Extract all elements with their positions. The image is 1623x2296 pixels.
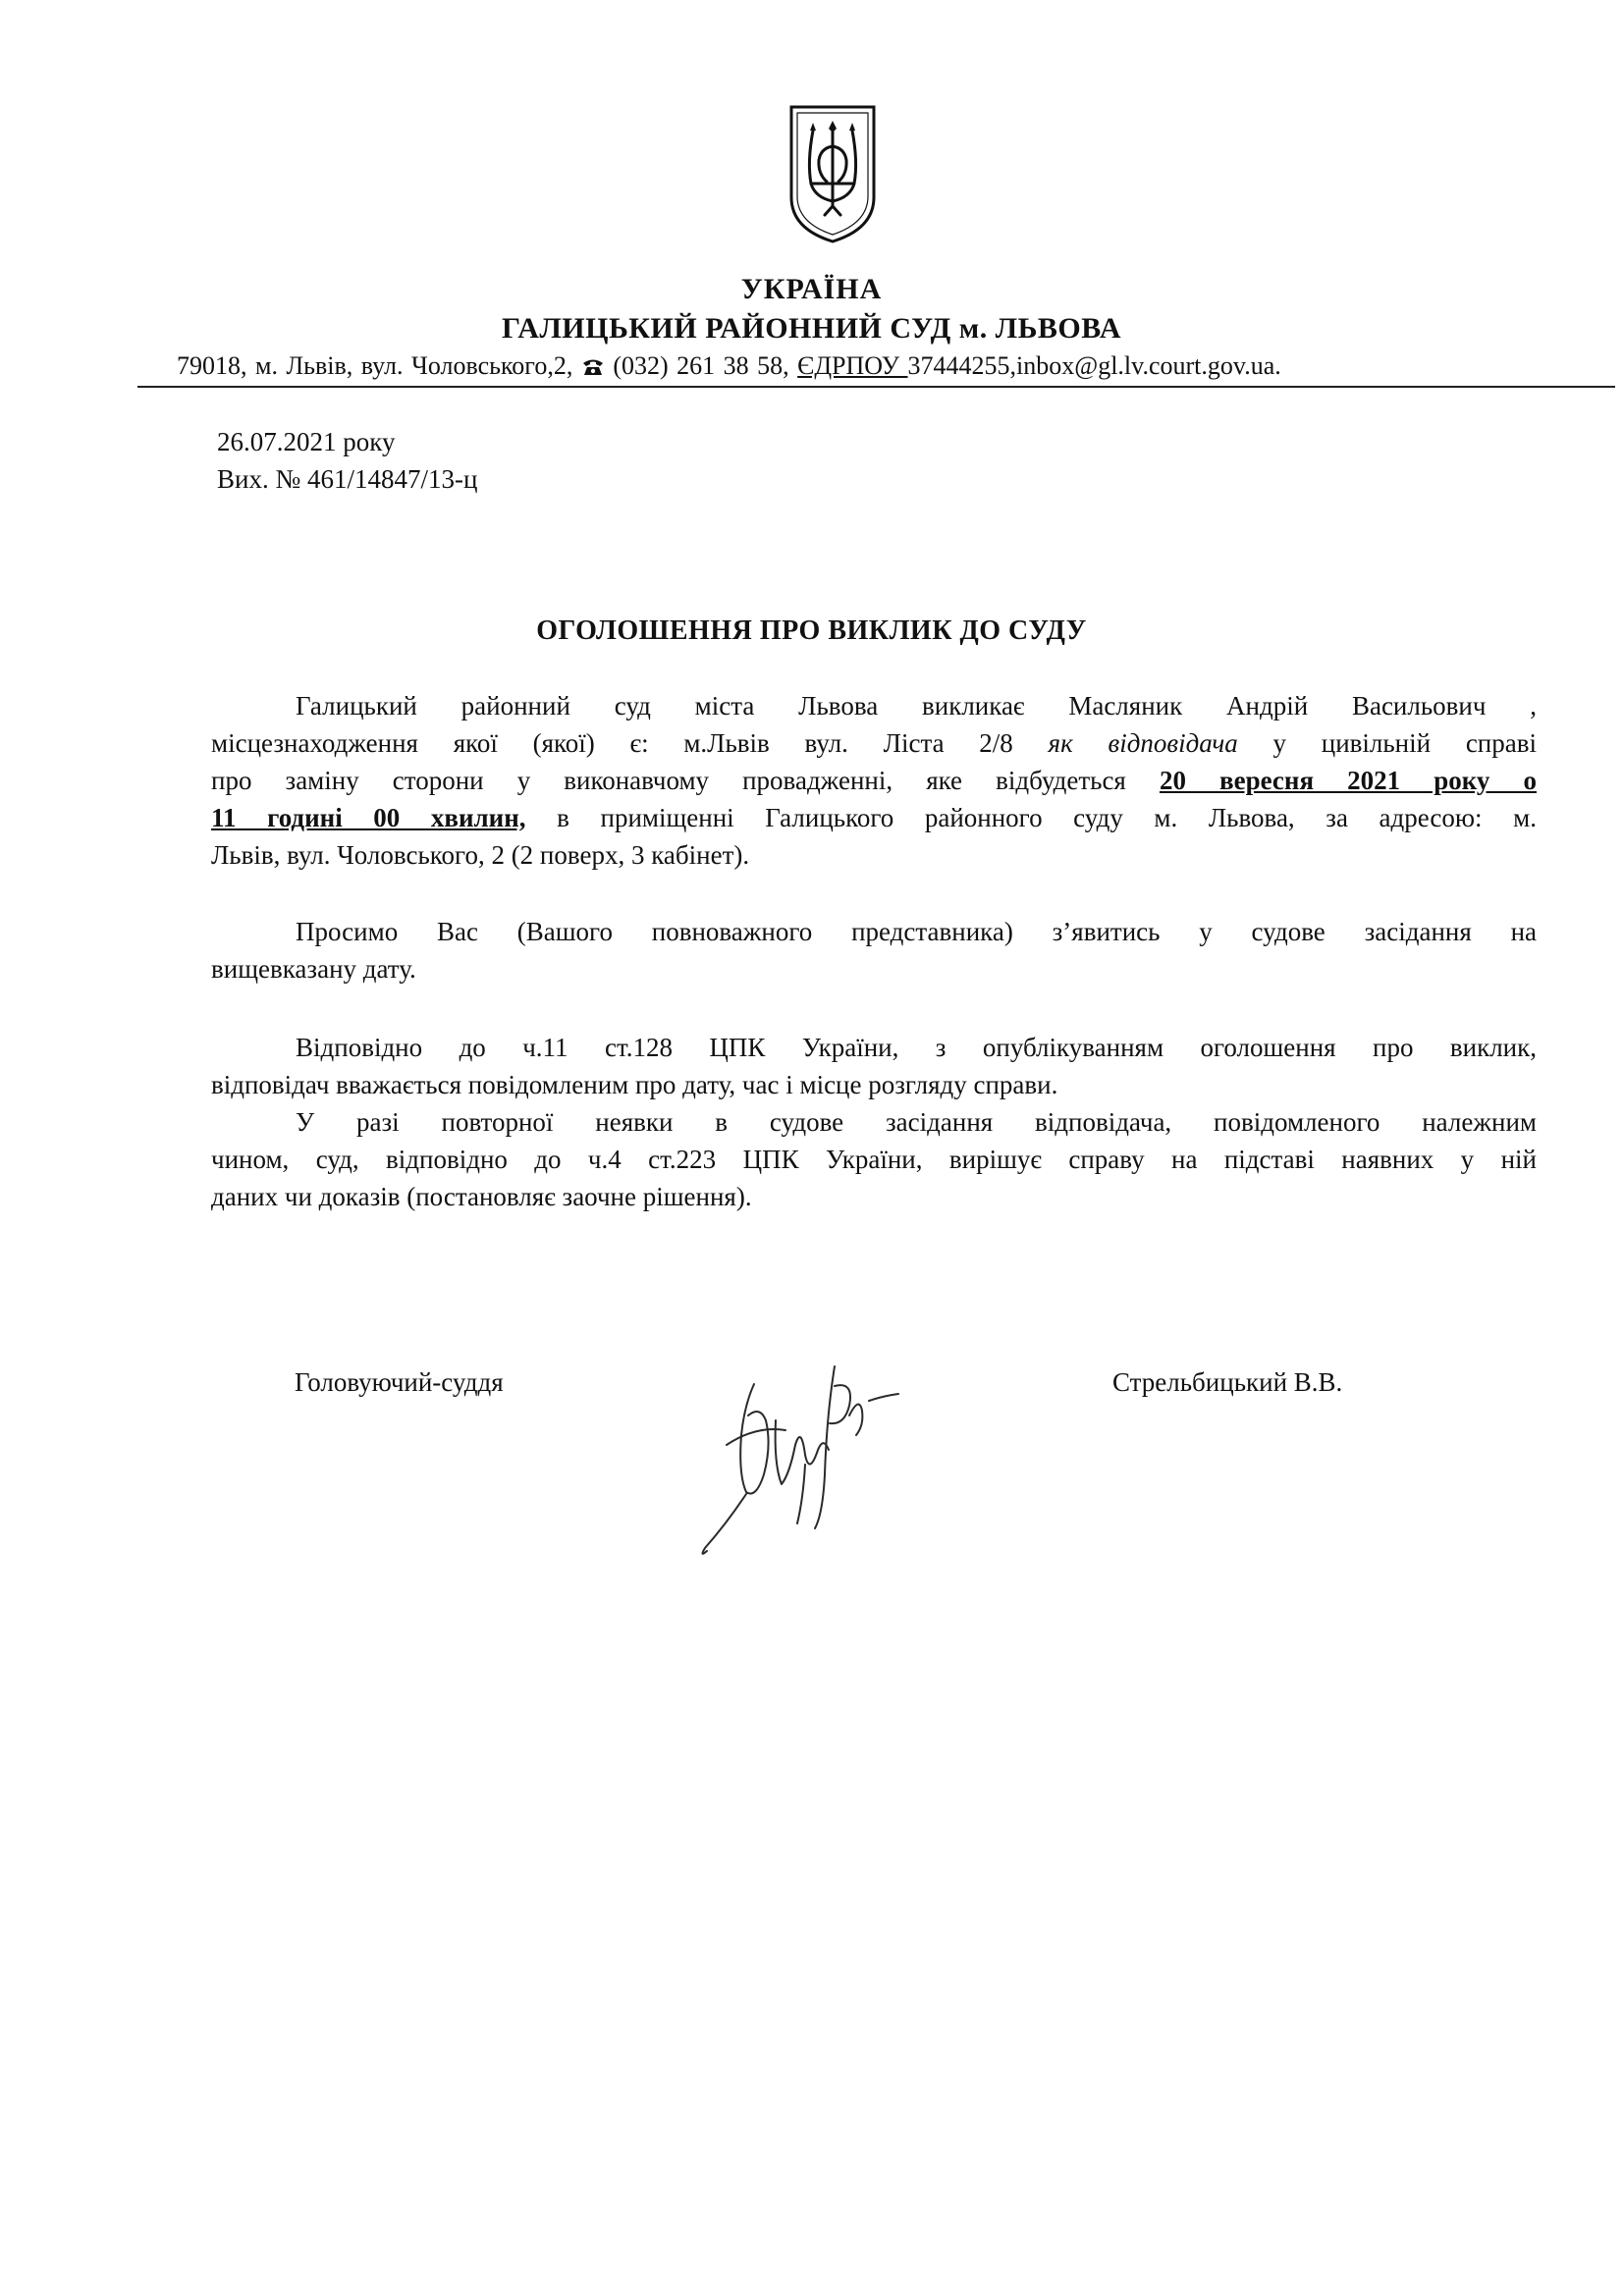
- paragraph-line: Львів, вул. Чоловського, 2 (2 поверх, 3 кабінет).: [211, 840, 750, 870]
- paragraph-line: У разі повторної неявки в судове засідання відповідача, повідомленого належним: [296, 1107, 1537, 1137]
- paragraph-line: чином, суд, відповідно до ч.4 ст.223 ЦПК України, вирішує справу на підставі наявних у ній: [211, 1145, 1537, 1174]
- paragraph-line: вищевказану дату.: [211, 954, 416, 984]
- paragraph-notice-law: [211, 1029, 1537, 1103]
- paragraph-line: відповідач вважається повідомленим про дату, час і місце розгляду справи.: [211, 1070, 1058, 1099]
- paragraph-line: Просимо Вас (Вашого повноважного представника) з’явитись у судове засідання на: [296, 917, 1537, 946]
- hearing-date: 20 вересня 2021 року о: [1159, 766, 1537, 795]
- text-run: у цивільній справі: [1237, 728, 1537, 758]
- header-court-name: ГАЛИЦЬКИЙ РАЙОННИЙ СУД м. ЛЬВОВА: [501, 312, 1122, 345]
- edrpou-and-email: 37444255,inbox@gl.lv.court.gov.ua.: [907, 351, 1281, 380]
- defendant-role: як відповідача: [1048, 728, 1238, 758]
- text-run: про заміну сторони у виконавчому провадженні, яке відбудеться: [211, 766, 1160, 795]
- document-title: ОГОЛОШЕННЯ ПРО ВИКЛИК ДО СУДУ: [536, 615, 1087, 646]
- paragraph-line: [211, 724, 1537, 762]
- paragraph-line: [211, 762, 1537, 799]
- signatory-name: Стрельбицький В.В.: [1112, 1367, 1343, 1397]
- coat-of-arms-icon: [785, 103, 880, 245]
- header-contacts: [177, 351, 1591, 381]
- contacts-separator: ,: [783, 351, 798, 380]
- header-country: УКРАЇНА: [740, 273, 883, 305]
- header-divider: [137, 386, 1615, 388]
- court-address: 79018, м. Львів, вул. Чоловського,2,: [177, 351, 581, 380]
- paragraph-summons: [211, 687, 1537, 874]
- court-phone: (032) 261 38 58: [613, 351, 784, 380]
- paragraph-request: [211, 913, 1537, 988]
- outgoing-number: Вих. № 461/14847/13-ц: [217, 464, 478, 494]
- signatory-role: Головуючий-суддя: [295, 1367, 504, 1397]
- telephone-icon: [581, 357, 605, 377]
- paragraph-line: даних чи доказів (постановляє заочне рішення).: [211, 1182, 752, 1211]
- hearing-time: 11 годині 00 хвилин,: [211, 803, 526, 832]
- paragraph-line: Відповідно до ч.11 ст.128 ЦПК України, з опублікуванням оголошення про виклик,: [296, 1033, 1537, 1062]
- paragraph-line: [211, 799, 1537, 836]
- paragraph-line: Галицький районний суд міста Львова викликає Масляник Андрій Васильович ,: [296, 691, 1537, 721]
- handwritten-signature-icon: [687, 1327, 923, 1558]
- document-date: 26.07.2021 року: [217, 427, 396, 456]
- paragraph-default-judgment: [211, 1103, 1537, 1215]
- text-run: місцезнаходження якої (якої) є: м.Львів вул. Лiста 2/8: [211, 728, 1049, 758]
- text-run: в приміщенні Галицького районного суду м. Львова, за адресою: м.: [525, 803, 1537, 832]
- edrpou-label: ЄДРПОУ: [797, 351, 908, 380]
